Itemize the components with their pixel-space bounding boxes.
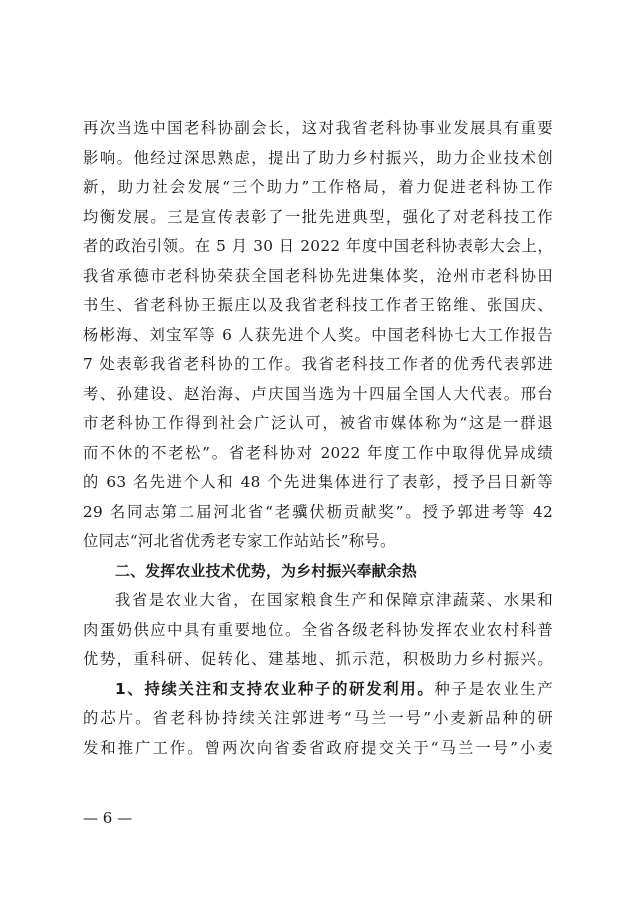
text-line: 发和推广工作。曾两次向省委省政府提交关于“马兰一号”小麦 xyxy=(83,738,553,757)
text-line: 我省承德市老科协荣获全国老科协先进集体奖，沧州市老科协田 xyxy=(83,266,553,285)
text-line: 的 63 名先进个人和 48 个先进集体进行了表彰，授予吕日新等 xyxy=(83,473,553,491)
text-line: 肉蛋奶供应中具有重要地位。全省各级老科协发挥农业农村科普 xyxy=(83,620,553,639)
text-line: 位同志“河北省优秀老专家工作站站长”称号。 xyxy=(83,532,396,550)
text-line: 者的政治引领。在 5 月 30 日 2022 年度中国老科协表彰大会上， xyxy=(83,237,553,255)
text-line: 再次当选中国老科协副会长，这对我省老科协事业发展具有重要 xyxy=(83,119,553,137)
text-line: 均衡发展。三是宣传表彰了一批先进典型，强化了对老科技工作 xyxy=(83,207,553,226)
text-line: 考、孙建设、赵治海、卢庆国当选为十四届全国人大代表。邢台 xyxy=(83,384,553,403)
document-body xyxy=(83,114,553,763)
section-heading: 二、发挥农业技术优势，为乡村振兴奉献余热 xyxy=(115,562,417,580)
text-line: 书生、省老科协王振庄以及我省老科技工作者王铭维、张国庆、 xyxy=(83,296,553,314)
text-line: 的芯片。省老科协持续关注郭进考“马兰一号”小麦新品种的研 xyxy=(83,709,553,727)
text-line: 我省是农业大省，在国家粮食生产和保障京津蔬菜、水果和 xyxy=(115,591,553,609)
text-line: 而不休的不老松”。省老科协对 2022 年度工作中取得优异成绩 xyxy=(83,443,553,462)
text-line: 市老科协工作得到社会广泛认可，被省市媒体称为“这是一群退 xyxy=(83,414,553,432)
text-line: 杨彬海、刘宝军等 6 人获先进个人奖。中国老科协七大工作报告 xyxy=(83,325,553,344)
text-line: 新，助力社会发展“三个助力”工作格局，着力促进老科协工作 xyxy=(83,178,553,196)
text-line: 优势，重科研、促转化、建基地、抓示范，积极助力乡村振兴。 xyxy=(83,650,553,668)
subsection-first-line xyxy=(83,675,553,705)
subsection-text: 种子是农业生产 xyxy=(434,679,553,698)
text-line: 7 处表彰我省老科协的工作。我省老科技工作者的优秀代表郭进 xyxy=(83,355,553,373)
text-line: 29 名同志第二届河北省“老骥伏枥贡献奖”。授予郭进考等 42 xyxy=(83,502,553,521)
page-number: — 6 — xyxy=(83,809,133,827)
subsection-heading: 1、持续关注和支持农业种子的研发利用。 xyxy=(115,679,435,698)
text-line: 影响。他经过深思熟虑，提出了助力乡村振兴，助力企业技术创 xyxy=(83,148,553,167)
